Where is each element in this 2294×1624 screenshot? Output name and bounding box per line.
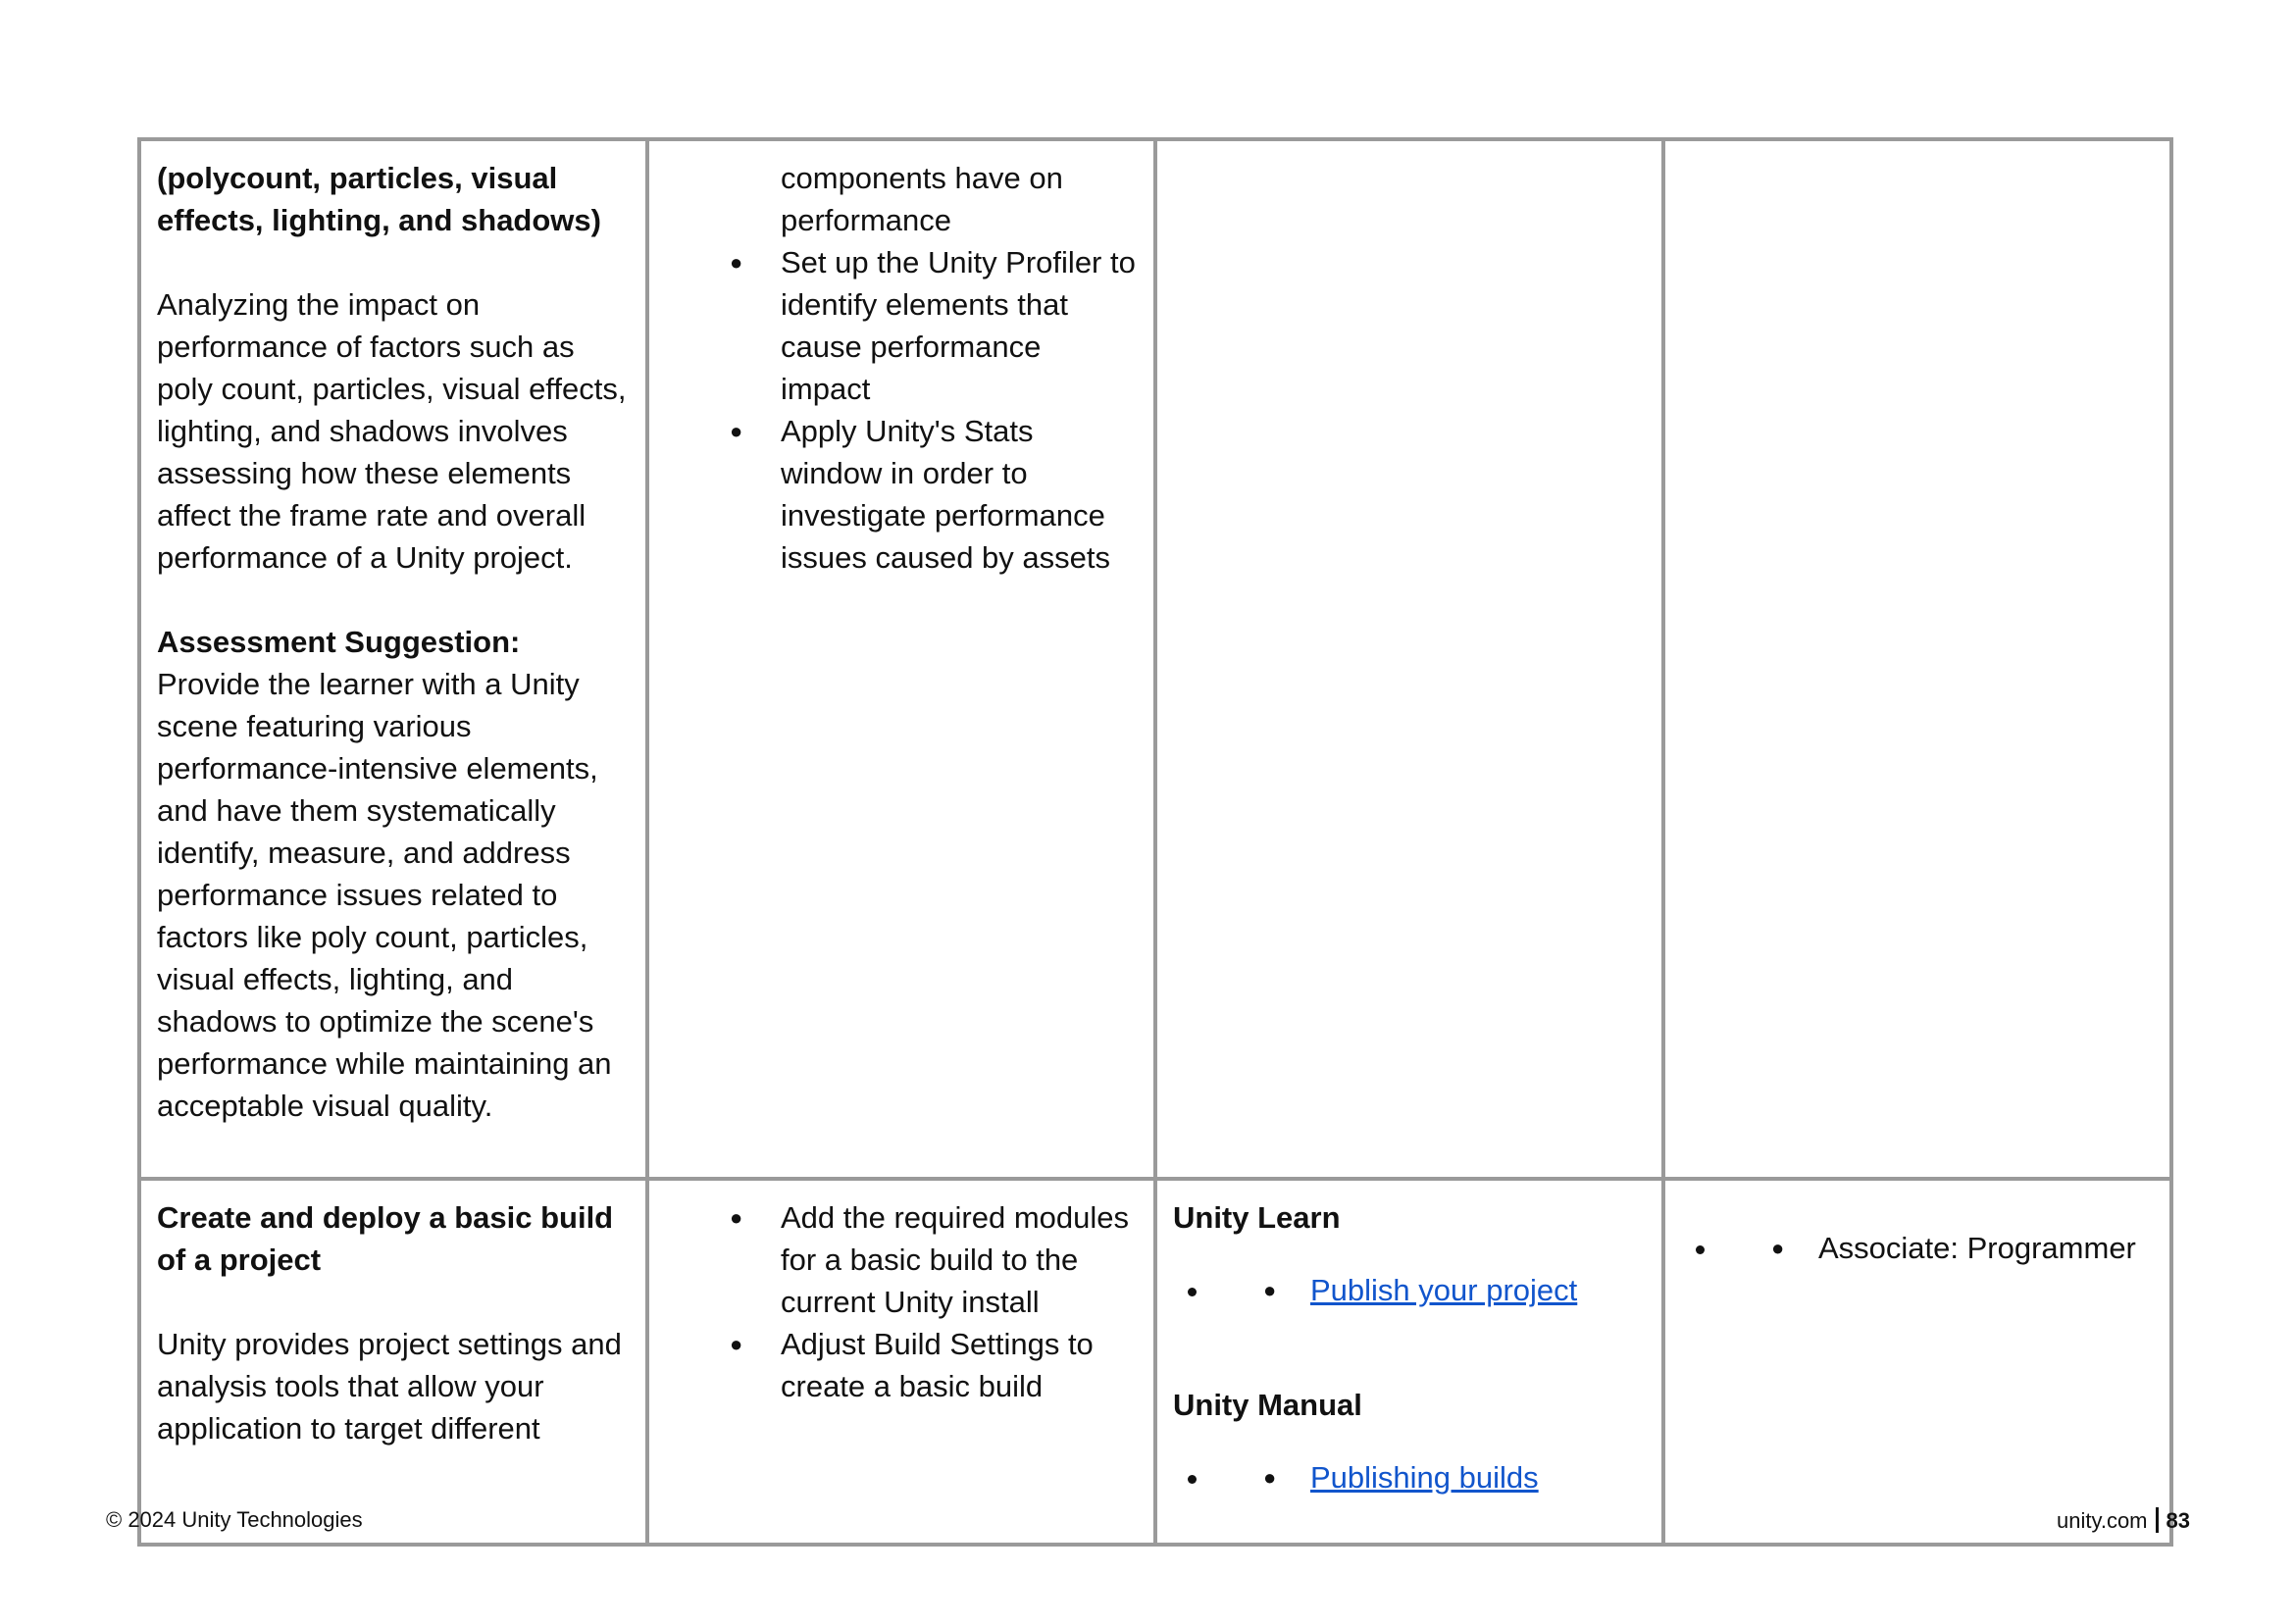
- list-item-continued: [665, 157, 1138, 241]
- skills-list: [665, 1196, 1138, 1407]
- publishing-builds-link[interactable]: Publishing builds: [1310, 1460, 1539, 1495]
- footer-site: unity.com: [2057, 1508, 2148, 1533]
- assessment-text: Provide the learner with a Unity scene featuring various performance-intensive elements, and have them systematically identify, measure, and address performance issues related to factors like poly count, particles, visual effects, lighting, and shadows to optimize the scene's performance while maintaining an acceptable visual quality.: [157, 667, 612, 1123]
- list-item: [665, 241, 1138, 410]
- bullet-icon: ●: [730, 250, 743, 275]
- row1-certification-cell: [1663, 139, 2171, 1179]
- list-item: [665, 1323, 1138, 1407]
- skills-list: [665, 157, 1138, 579]
- certification-list: [1681, 1227, 2154, 1269]
- skill-text: Adjust Build Settings to create a basic build: [781, 1327, 1094, 1403]
- continued-text: components have on performance: [781, 161, 1063, 237]
- bullet-icon: • ●: [1263, 1278, 1277, 1302]
- bullet-icon: ●: [730, 419, 743, 443]
- table-row: [139, 1179, 2171, 1545]
- list-item: [1720, 1227, 2154, 1269]
- certification-text: Associate: Programmer: [1818, 1231, 2136, 1265]
- footer-page-info: [2057, 1507, 2190, 1534]
- row2-resources-cell: [1155, 1179, 1663, 1545]
- objective-title: (polycount, particles, visual effects, lighting, and shadows): [157, 161, 601, 237]
- row2-certification-cell: [1663, 1179, 2171, 1545]
- skill-text: Apply Unity's Stats window in order to investigate performance issues caused by assets: [781, 414, 1111, 575]
- bullet-icon: ●: [730, 1332, 743, 1356]
- row1-resources-cell: [1155, 139, 1663, 1179]
- skill-text: Set up the Unity Profiler to identify elements that cause performance impact: [781, 245, 1136, 406]
- bullet-icon: ●: [730, 1205, 743, 1230]
- footer-copyright: © 2024 Unity Technologies: [106, 1507, 363, 1532]
- objective-title: Create and deploy a basic build of a project: [157, 1200, 614, 1277]
- assessment-label: Assessment Suggestion:: [157, 625, 521, 659]
- unity-manual-links: [1173, 1456, 1646, 1498]
- list-item: [665, 410, 1138, 579]
- bullet-icon: • ●: [1771, 1236, 1785, 1260]
- row1-skills-cell: [647, 139, 1155, 1179]
- list-item: [1212, 1269, 1646, 1311]
- unity-learn-links: [1173, 1269, 1646, 1311]
- objective-description: Unity provides project settings and analysis tools that allow your application to target different: [157, 1327, 622, 1446]
- row1-objective-cell: [139, 139, 647, 1179]
- bullet-icon: • ●: [1263, 1465, 1277, 1490]
- skill-text: Add the required modules for a basic build to the current Unity install: [781, 1200, 1130, 1319]
- page-number: 83: [2166, 1508, 2190, 1533]
- table-row: [139, 139, 2171, 1179]
- unity-manual-heading: Unity Manual: [1173, 1388, 1362, 1422]
- objective-description: Analyzing the impact on performance of factors such as poly count, particles, visual effects, lighting, and shadows involves assessing how these elements affect the frame rate and overall performance of a Unity project.: [157, 287, 627, 575]
- content-table-wrapper: [137, 137, 2169, 1547]
- objectives-table: [137, 137, 2173, 1547]
- list-item: [665, 1196, 1138, 1323]
- row2-objective-cell: [139, 1179, 647, 1545]
- list-item: [1212, 1456, 1646, 1498]
- footer-divider: [2156, 1507, 2159, 1533]
- unity-learn-heading: Unity Learn: [1173, 1200, 1341, 1235]
- row2-skills-cell: [647, 1179, 1155, 1545]
- publish-your-project-link[interactable]: Publish your project: [1310, 1273, 1578, 1307]
